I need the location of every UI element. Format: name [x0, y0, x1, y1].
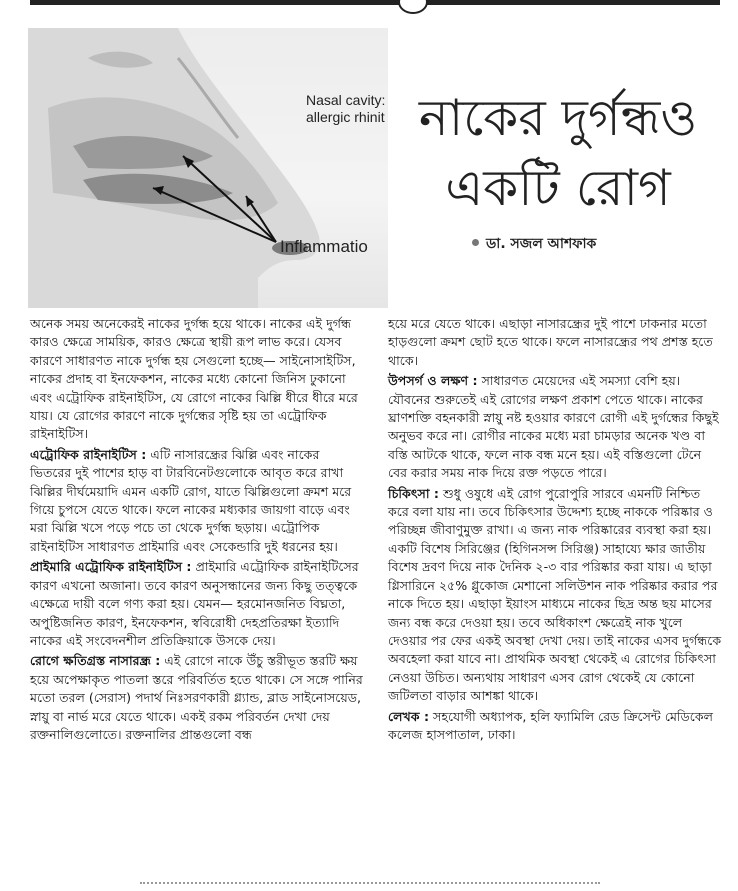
section-heading: প্রাইমারি এট্রোফিক রাইনাইটিস : [30, 559, 192, 575]
headline-line-1: নাকের দুর্গন্ধও [418, 89, 698, 148]
section-heading: চিকিৎসা : [388, 485, 439, 501]
paragraph-text: অনেক সময় অনেকেরই নাকের দুর্গন্ধ হয়ে থাকে। নাকের এই দুর্গন্ধ কারও ক্ষেত্রে সাময়িক, কারও ক্ষেত্রে স্থায়ী রূপ লাভ করে। যেসব কারণে সাধারণত নাকে দুর্গন্ধ হয় সেগুলো হচ্ছে— সাইনোসাইটিস, নাকের প্রদাহ বা ইনফেকশন, নাকের মধ্যে কোনো জিনিস ঢুকানো এবং এট্রোফিক রাইনাইটিস, যে রোগে নাকের ঝিল্লি ধীরে ধীরে মরে যায়। যে রোগের কারণে নাকে দুর্গন্ধের সৃষ্টি হয় তা এট্রোফিক রাইনাইটিস। [30, 316, 358, 442]
nasal-cavity-illustration [28, 28, 388, 308]
paragraph [30, 652, 364, 744]
paragraph [388, 485, 722, 706]
nasal-cavity-caption: Nasal cavity: allergic rhinit [306, 92, 386, 125]
author-note-label: লেখক : [388, 708, 429, 724]
section-heading: রোগে ক্ষতিগ্রস্ত নাসারন্ধ্র : [30, 653, 161, 669]
paragraph-text: হয়ে মরে যেতে থাকে। এছাড়া নাসারন্ধ্রের দুই পাশে ঢাকনার মতো হাড়গুলো ক্রমশ ছোট হতে থাকে। ফলে নাসারন্ধ্রের পথ প্রশস্ত হতে থাকে। [388, 316, 713, 368]
author-note-text: সহযোগী অধ্যাপক, হলি ফ্যামিলি রেড ক্রিসেন্ট মেডিকেল কলেজ হাসপাতাল, ঢাকা। [388, 708, 714, 742]
paragraph [30, 558, 364, 650]
paragraph [388, 315, 722, 370]
paragraph [30, 446, 364, 556]
top-rule [0, 0, 738, 12]
paragraph-text: এটি নাসারন্ধ্রের ঝিল্লি এবং নাকের ভিতরের দুই পাশের হাড় বা টারবিনেটগুলোকে আবৃত করে রাখা ঝিল্লির দীর্ঘমেয়াদি এমন একটি রোগ, যাতে ঝিল্লিগুলো ক্রমশ মরে গিয়ে চুপসে যেতে থাকে। ফলে নাকের মধ্যকার জায়গা বাড়ে এবং মরা ঝিল্লি খসে পড়ে পচে তা থেকে দুর্গন্ধ ছড়ায়। এট্রোপিক রাইনাইটিস সাধারণত প্রাইমারি এবং সেকেন্ডারি দুই ধরনের হয়। [30, 446, 352, 554]
paragraph-text: প্রাইমারি এট্রোফিক রাইনাইটিসের কারণ এখনো অজানা। তবে কারণ অনুসন্ধানের জন্য কিছু তত্ত্বকে এক্ষেত্রে দায়ী বলে গণ্য করা হয়। যেমন— হরমোনজনিত বিঘ্নতা, অপুষ্টিজনিত কারণ, ইনফেকশন, স্ববিরোধী দেহপ্রতিরক্ষা ইত্যাদি নাকের এই সংবেদনশীল প্রতিক্রিয়াকে উসকে দেয়। [30, 559, 359, 648]
top-rule-bar [30, 0, 720, 5]
article-column-left [30, 315, 364, 746]
paragraph [388, 708, 722, 745]
nose-cross-section-drawing [28, 28, 388, 308]
paragraph-text: শুধু ওষুধে এই রোগ পুরোপুরি সারবে এমনটি নিশ্চিত করে বলা যায় না। তবে চিকিৎসার উদ্দেশ্য হচ্ছে নাককে পরিষ্কার ও পরিচ্ছন্ন জীবাণুমুক্ত রাখা। এ জন্য নাক পরিষ্কারের ব্যবস্থা করা হয়। একটি বিশেষ সিরিঞ্জের (হিগিনসন্স সিরিঞ্জ) সাহায্যে ক্ষার জাতীয় বিশেষ দ্রবণ দিয়ে নাক দৈনিক ২-৩ বার পরিষ্কার করা যায়। এ ছাড়া গ্লিসারিনে ২৫% গ্লুকোজ মেশানো সলিউশন নাক পরিষ্কার করার পর নাকে দিতে হয়। এছাড়া ইয়াংস মাধ্যমে নাকের ছিদ্র অন্ত ছয় মাসের জন্য বন্ধ করে দেওয়া হয়। তবে অধিকাংশ ক্ষেত্রেই নাক খুলে দেওয়ার পর ফের একই অবস্থা দেখা দেয়। তাই নাকের এসব দুর্গন্ধকে অবহেলা করা যাবে না। প্রাথমিক অবস্থা থেকেই এ রোগের চিকিৎসা নেওয়া উচিত। অন্যথায় সাধারণ এসব রোগ থেকেই যে কোনো জটিলতা বাড়ার আশঙ্কা থাকে। [388, 485, 722, 704]
author-byline [472, 232, 596, 256]
headline-line-2: একটি রোগ [445, 159, 671, 218]
author-name: ডা. সজল আশফাক [486, 236, 597, 252]
paragraph-text: সাধারণত মেয়েদের এই সমস্যা বেশি হয়। যৌবনের শুরুতেই এই রোগের লক্ষণ প্রকাশ পেতে থাকে। নাকের ঘ্রাণশক্তি বহনকারী স্নায়ু নষ্ট হওয়ার কারণে রোগী এই দুর্গন্ধের কিছুই অনুভব করে না। রোগীর নাকের মধ্যে মরা চামড়ার অনেক খণ্ড বা বস্তি আটকে থাকে, ফলে নাক বন্ধ মনে হয়। এই বস্তিগুলো টেনে বের করার সময় নাক দিয়ে রক্ত পড়তে পারে। [388, 373, 719, 481]
article-column-right [388, 315, 722, 746]
paragraph-text: এই রোগে নাকে উঁচু স্তরীভূত স্তরটি ক্ষয় হয়ে অপেক্ষাকৃত পাতলা স্তরে পরিবর্তিত হতে থাকে। সে সঙ্গে পানির মতো তরল (সেরাস) পদার্থ নিঃসরণকারী গ্ল্যান্ড, ব্লাড সাইনোসয়েড, স্নায়ু বা নার্ভ মরে যেতে থাকে। একই রকম পরিবর্তন দেখা দেয় রক্তনালিগুলোতে। রক্তনালির প্রান্তগুলো বন্ধ [30, 653, 363, 742]
paragraph [30, 315, 364, 444]
section-heading: উপসর্গ ও লক্ষণ : [388, 373, 478, 389]
bullet-icon [472, 239, 479, 246]
section-heading: এট্রোফিক রাইনাইটিস : [30, 446, 147, 462]
article-headline [398, 83, 718, 223]
paragraph [388, 372, 722, 482]
bottom-rule [140, 882, 600, 887]
inflammation-caption: Inflammatio [280, 237, 368, 256]
top-rule-ornament [398, 0, 428, 14]
